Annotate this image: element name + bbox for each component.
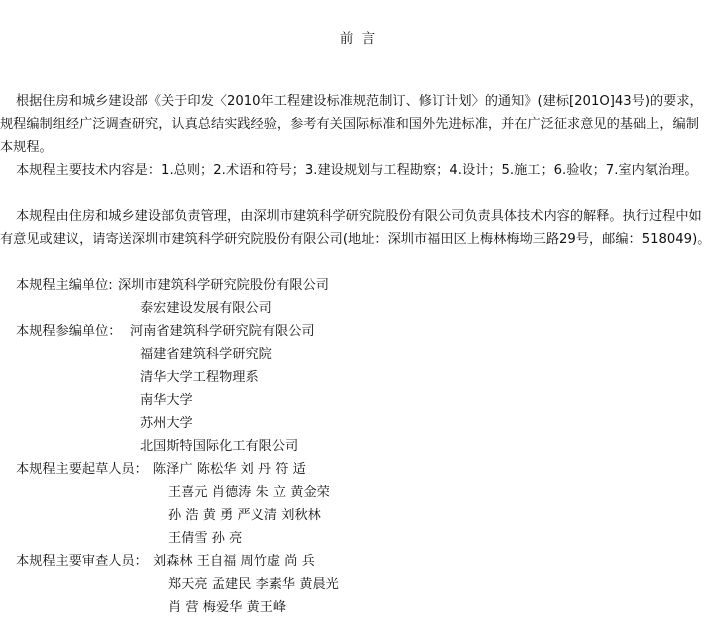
- participating-unit-item: 福建省建筑科学研究院: [140, 347, 272, 362]
- drafter-names: 孙 浩 黄 勇 严义清 刘秋林: [168, 508, 321, 523]
- paragraph-management: 本规程由住房和城乡建设部负责管理，由深圳市建筑科学研究院股份有限公司负责具体技术内容的解释。执行过程中如有意见或建议，请寄送深圳市建筑科学研究院股份有限公司(地址：深圳市福田区上梅林梅坳三路29号，邮编：518049)。: [0, 209, 711, 247]
- chief-unit-item: 泰宏建设发展有限公司: [140, 301, 272, 316]
- participating-unit-item: 南华大学: [140, 393, 193, 408]
- participating-unit-item: 北国斯特国际化工有限公司: [140, 439, 299, 454]
- reviewers-label: 本规程主要审查人员：: [16, 554, 148, 569]
- participating-unit-item: 清华大学工程物理系: [140, 370, 259, 385]
- chief-units-label: 本规程主编单位:: [16, 278, 113, 293]
- reviewer-names: 肖 营 梅爱华 黄王峰: [168, 600, 287, 615]
- drafters-label: 本规程主要起草人员：: [16, 462, 148, 477]
- paragraph-contents: 本规程主要技术内容是：1.总则；2.术语和符号；3.建设规划与工程勘察；4.设计；5.施工；6.验收；7.室内氡治理。: [16, 163, 698, 178]
- drafter-names: 王倩雪 孙 亮: [168, 531, 243, 546]
- drafter-names: 陈泽广 陈松华 刘 丹 符 适: [153, 462, 306, 477]
- reviewer-names: 刘森林 王自福 周竹虚 尚 兵: [153, 554, 315, 569]
- participating-unit-item: 河南省建筑科学研究院有限公司: [130, 324, 315, 339]
- reviewer-names: 郑天亮 孟建民 李素华 黄晨光: [168, 577, 339, 592]
- drafter-names: 王喜元 肖德涛 朱 立 黄金荣: [168, 485, 330, 500]
- participating-units-label: 本规程参编单位：: [16, 324, 122, 339]
- chief-unit-item: 深圳市建筑科学研究院股份有限公司: [118, 278, 329, 293]
- page-title: 前 言: [339, 31, 378, 47]
- paragraph-basis: 根据住房和城乡建设部《关于印发〈2010年工程建设标准规范制订、修订计划〉的通知》(建标[201O]43号)的要求，规程编制组经广泛调查研究，认真总结实践经验，参考有关国际标准和国外先进标准，并在广泛征求意见的基础上，编制本规程。: [0, 94, 703, 155]
- participating-unit-item: 苏州大学: [140, 416, 193, 431]
